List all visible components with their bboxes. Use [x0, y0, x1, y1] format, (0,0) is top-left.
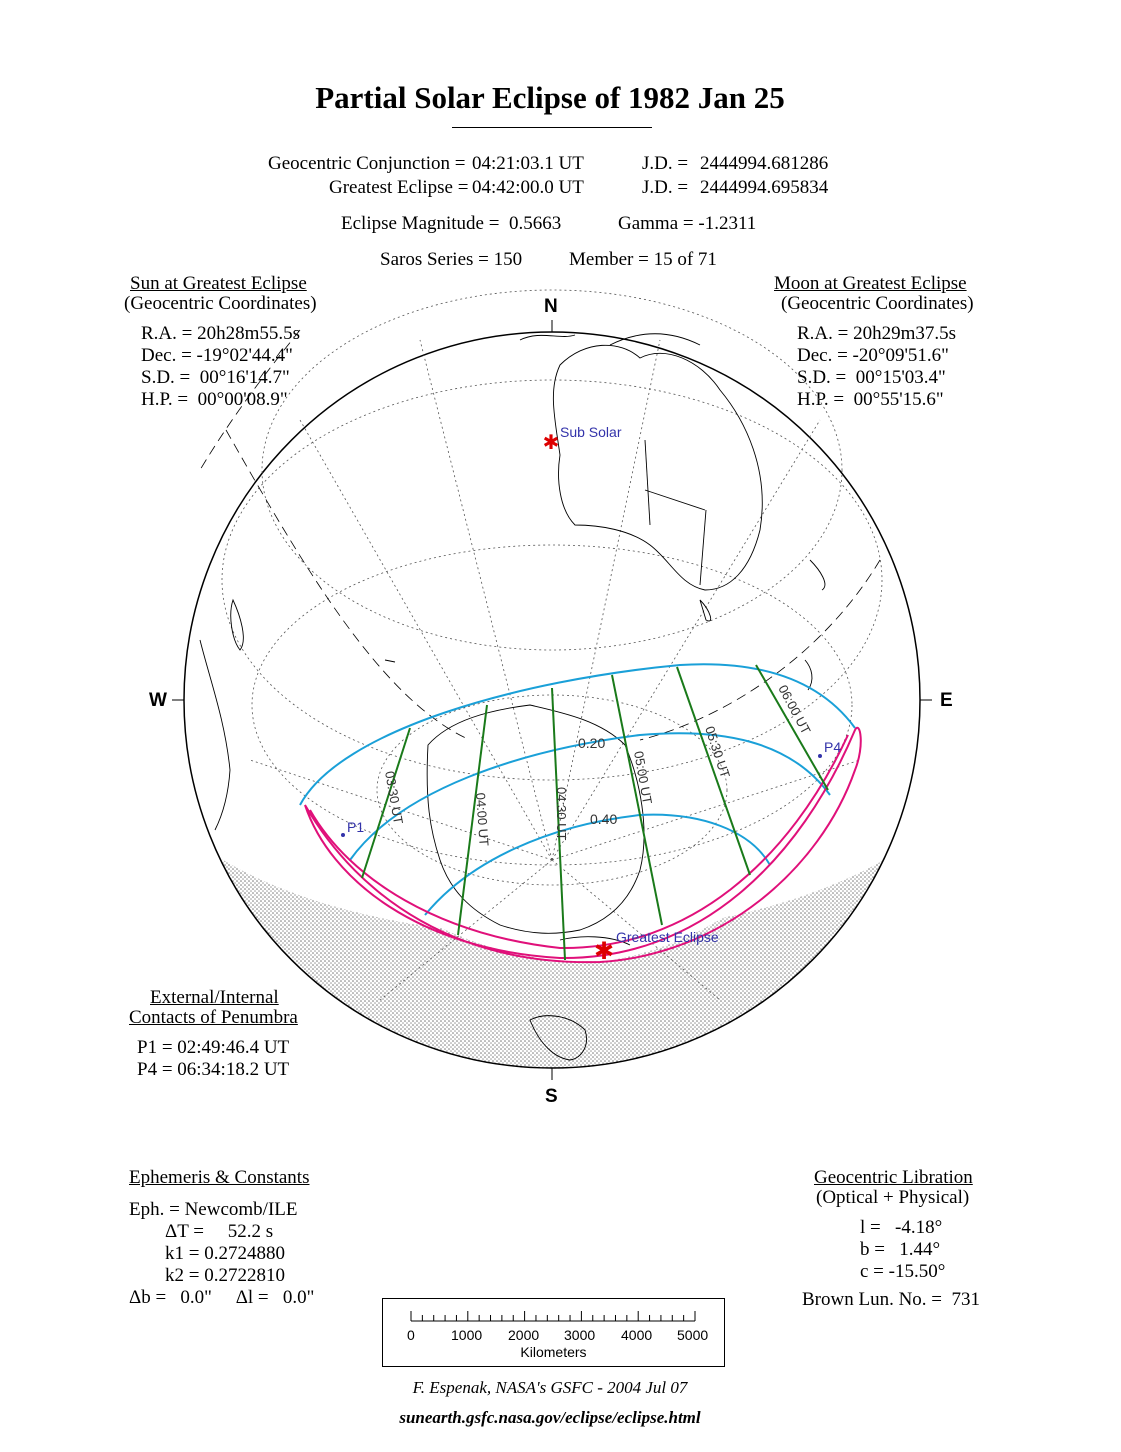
conjunction-jd-label: J.D. =	[642, 153, 693, 174]
libration-c: c = -15.50°	[860, 1261, 946, 1282]
compass-north: N	[544, 296, 558, 317]
scale-tick-label-0: 0	[407, 1327, 415, 1343]
time-label-0500: 05:00 UT	[631, 749, 656, 806]
brown-lunation: Brown Lun. No. = 731	[802, 1289, 981, 1310]
compass-west: W	[149, 690, 167, 711]
sun-ra: R.A. = 20h28m55.5s	[141, 323, 301, 344]
contacts-heading-1: External/Internal	[150, 987, 279, 1008]
page-title: Partial Solar Eclipse of 1982 Jan 25	[315, 80, 785, 115]
sun-subheading: (Geocentric Coordinates)	[124, 293, 317, 314]
sun-sd: S.D. = 00°16'14.7"	[141, 367, 290, 388]
greatest-eclipse-time: 04:42:00.0 UT	[472, 177, 584, 198]
p1-marker	[341, 833, 345, 837]
day-night-terminator	[200, 330, 880, 740]
greatest-eclipse-label: Greatest Eclipse =	[329, 177, 474, 198]
ephemeris-k1: k1 = 0.2724880	[165, 1243, 285, 1264]
libration-heading: Geocentric Libration	[814, 1167, 973, 1188]
time-label-0600: 06:00 UT	[775, 682, 814, 737]
libration-subheading: (Optical + Physical)	[816, 1187, 970, 1208]
scale-tick-label-2000: 2000	[508, 1327, 540, 1343]
svg-text:✱: ✱	[542, 432, 560, 454]
scale-tick-label-5000: 5000	[677, 1327, 709, 1343]
contact-p4: P4 = 06:34:18.2 UT	[137, 1059, 290, 1080]
time-label-0330: 03:30 UT	[382, 769, 407, 826]
magnitude-label-040: 0.40	[590, 811, 618, 827]
p4-marker	[818, 754, 822, 758]
moon-subheading: (Geocentric Coordinates)	[781, 293, 974, 314]
svg-text:✱: ✱	[593, 938, 615, 965]
conjunction-label: Geocentric Conjunction =	[268, 153, 471, 174]
ephemeris-eph: Eph. = Newcomb/ILE	[129, 1199, 298, 1220]
credit-line: F. Espenak, NASA's GSFC - 2004 Jul 07	[412, 1378, 688, 1397]
ephemeris-delta-b-l: Δb = 0.0" Δl = 0.0"	[129, 1287, 315, 1308]
greatest-eclipse-label: Greatest Eclipse	[616, 929, 719, 945]
saros-member: Member = 15 of 71	[569, 249, 717, 270]
ephemeris-delta-t: ΔT = 52.2 s	[165, 1221, 274, 1242]
greatest-eclipse-jd-label: J.D. =	[642, 177, 693, 198]
conjunction-time: 04:21:03.1 UT	[472, 153, 584, 174]
contacts-heading-2: Contacts of Penumbra	[129, 1007, 298, 1028]
time-label-0430: 04:30 UT	[554, 787, 569, 841]
scale-tick-label-3000: 3000	[564, 1327, 596, 1343]
graticule	[222, 290, 882, 1000]
p1-label: P1	[347, 819, 365, 835]
conjunction-jd: 2444994.681286	[700, 153, 829, 174]
moon-sd: S.D. = 00°15'03.4"	[797, 367, 946, 388]
sun-heading: Sun at Greatest Eclipse	[130, 273, 307, 294]
libration-b: b = 1.44°	[860, 1239, 941, 1260]
sun-dec: Dec. = -19°02'44.4"	[141, 345, 293, 366]
sub-solar-marker	[543, 432, 560, 454]
ephemeris-k2: k2 = 0.2722810	[165, 1265, 285, 1286]
compass-east: E	[940, 690, 953, 711]
scale-unit: Kilometers	[520, 1344, 587, 1360]
scale-tick-label-1000: 1000	[451, 1327, 483, 1343]
ephemeris-heading: Ephemeris & Constants	[129, 1167, 310, 1188]
greatest-eclipse-marker	[594, 938, 614, 965]
compass-south: S	[545, 1086, 558, 1107]
moon-dec: Dec. = -20°09'51.6"	[797, 345, 949, 366]
eclipse-magnitude: Eclipse Magnitude = 0.5663	[341, 213, 562, 234]
source-url: sunearth.gsfc.nasa.gov/eclipse/eclipse.html	[399, 1408, 701, 1427]
contact-p1: P1 = 02:49:46.4 UT	[137, 1037, 290, 1058]
gamma: Gamma = -1.2311	[618, 213, 757, 234]
saros-series: Saros Series = 150	[380, 249, 523, 270]
time-label-0530: 05:30 UT	[702, 724, 733, 780]
sun-hp: H.P. = 00°00'08.9"	[141, 389, 288, 410]
sub-solar-label: Sub Solar	[560, 424, 622, 440]
p4-label: P4	[824, 739, 842, 755]
moon-ra: R.A. = 20h29m37.5s	[797, 323, 957, 344]
magnitude-label-020: 0.20	[578, 735, 606, 751]
moon-hp: H.P. = 00°55'15.6"	[797, 389, 944, 410]
greatest-eclipse-jd: 2444994.695834	[700, 177, 829, 198]
moon-heading: Moon at Greatest Eclipse	[774, 273, 967, 294]
libration-l: l = -4.18°	[860, 1217, 943, 1238]
time-label-0400: 04:00 UT	[473, 792, 492, 847]
scale-bar	[382, 1298, 725, 1367]
scale-tick-label-4000: 4000	[621, 1327, 653, 1343]
